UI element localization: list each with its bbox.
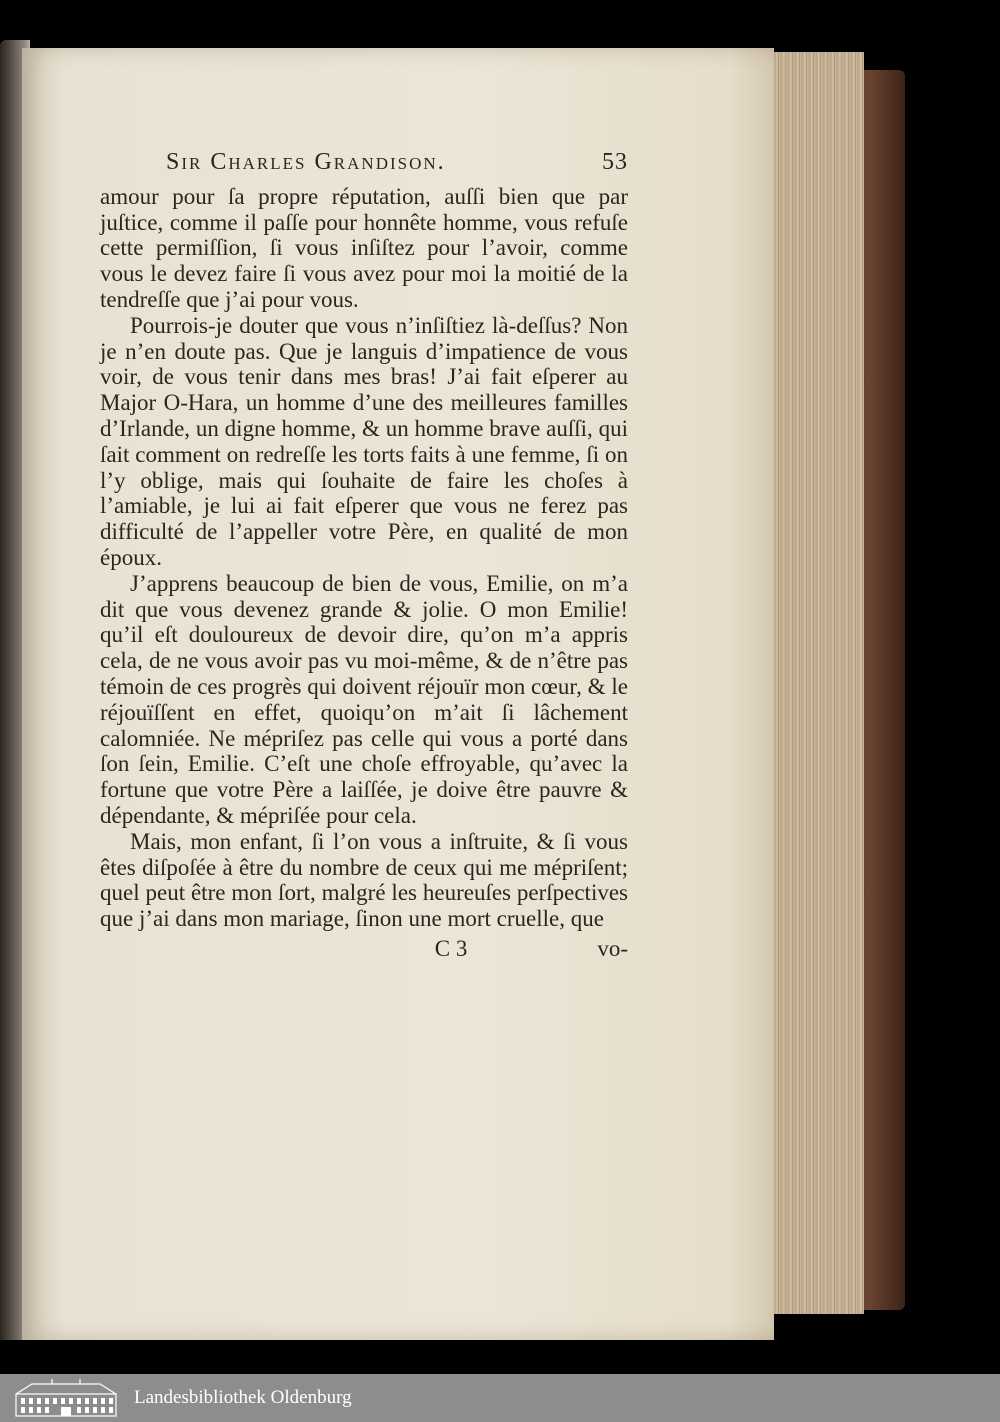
running-title: Sir Charles Grandison. [166,149,446,175]
signature-mark: C 3 [434,935,468,961]
paragraph-2: Pourrois-je douter que vous n’inſiſtiez là-deſſus? Non je n’en doute pas. Que je languis d’impatience de vous voir, de vous tenir dans mes bras! J’ai fait eſperer au Major O-Hara, un homme d’une des meilleures familles d’Irlande, un digne homme, & un homme brave auſſi, qui ſait comment on redreſſe les torts faits à une femme, ſi on l’y oblige, mais qui ſouhaite de faire les choſes à l’amiable, je lui ai fait eſperer que vous ne ferez pas difficulté de l’appeller votre Père, en qualité de mon époux. [100,312,628,570]
paragraph-1: amour pour ſa propre réputation, auſſi bien que par juſtice, comme il paſſe pour honnête homme, vous refuſe cette permiſſion, ſi vous inſiſtez pour l’avoir, comme vous le devez faire ſi vous avez pour moi la moitié de la tendreſſe que j’ai pour vous. [100,183,628,312]
page-number: 53 [602,149,628,175]
paragraph-3: J’apprens beaucoup de bien de vous, Emilie, on m’a dit que vous devenez grande & jolie. O mon Emilie! qu’il eſt douloureux de devoir dire, qu’on m’a appris cela, de ne vous avoir pas vu moi-même, & de n’être pas témoin de ces progrès qui doivent réjouïr mon cœur, & le réjouïſſent en effet, quoiqu’on m’ait ſi lâchement calomniée. Ne mépriſez pas celle qui vous a porté dans ſon ſein, Emilie. C’eſt une choſe effroyable, qu’avec la fortune que votre Père a laiſſée, je doive être pauvre & dépendante, & mépriſée pour cela. [100,570,628,828]
library-footer [0,1374,1000,1422]
page-text [100,150,628,962]
page-fore-edge [768,52,864,1314]
page-footer-marks [100,936,628,962]
library-name: Landesbibliothek Oldenburg [134,1387,352,1408]
page-header [166,150,628,176]
library-building-logo-icon [12,1378,120,1418]
catchword: vo- [597,935,628,961]
paragraph-4: Mais, mon enfant, ſi l’on vous a inſtruite, & ſi vous êtes diſpoſée à être du nombre de ceux qui me mépriſent; quel peut être mon ſort, malgré les heureuſes perſpectives que j’ai dans mon mariage, ſinon une mort cruelle, que [100,828,628,932]
